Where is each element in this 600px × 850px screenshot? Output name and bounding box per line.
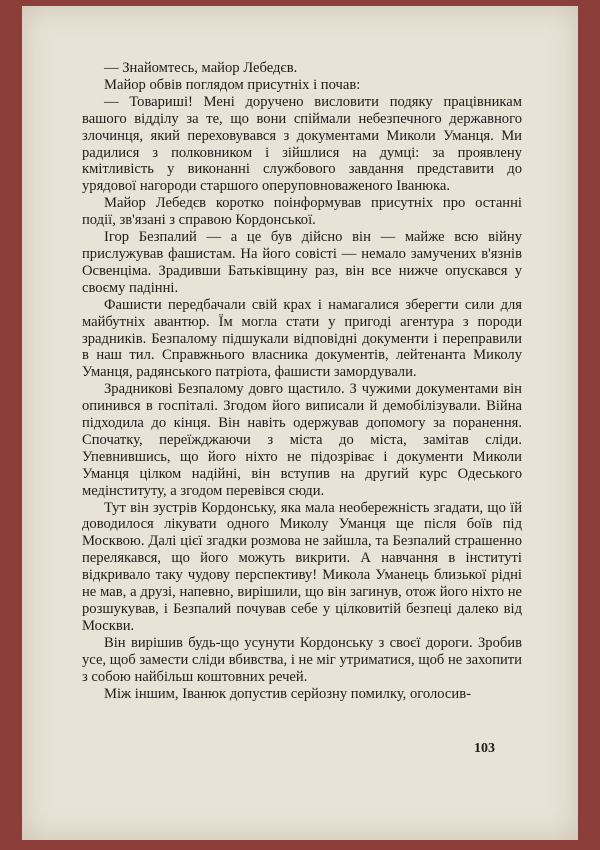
paragraph: Ігор Безпалий — а це був дійсно він — майже всю війну прислужував фашистам. На його совісті — немало замучених в'язнів Освенціма. Зрадивши Батьківщину раз, він все нижче опускався у своєму падінні. <box>82 229 522 296</box>
paragraph: Фашисти передбачали свій крах і намагалися зберегти сили для майбутніх авантюр. Їм могла стати у пригоді агентура з породи зрадників. Безпалому підшукали відповідні документи і переправили в наш тил. Справжнього власника документів, лейтенанта Миколу Уманця, радянського патріота, фашисти замордували. <box>82 296 522 381</box>
paragraph: Він вирішив будь-що усунути Кордонську з своєї дороги. Зробив усе, щоб замести сліди вбивства, і не міг утриматися, щоб не захопити з собою найбільш коштовних речей. <box>82 634 522 685</box>
paragraph: Майор Лебедєв коротко поінформував присутніх про останні події, зв'язані з справою Кордонської. <box>82 195 522 229</box>
paragraph: Майор обвів поглядом присутніх і почав: <box>104 76 361 93</box>
page-number: 103 <box>474 741 495 756</box>
paragraph-last: Між іншим, Іванюк допустив серйозну помилку, оголосив- <box>104 685 471 702</box>
paragraph: — Товариші! Мені доручено висловити подяку працівникам вашого відділу за те, що вони спіймали небезпечного державного злочинця, який переховувався з документами Миколи Уманця. Ми радилися з полковником і зійшлися на думці: за проявлену кмітливість у виконанні службового завдання представити до урядової нагороди старшого оперуповноваженого Іванюка. <box>82 93 522 195</box>
body-text <box>82 60 522 702</box>
paragraph: Тут він зустрів Кордонську, яка мала необережність згадати, що їй доводилося лікувати одного Миколу Уманця ще після боїв під Москвою. Далі цієї згадки розмова не зайшла, та Безпалий страшенно перелякався, що його можуть викрити. А навчання в інституті відкривало таку чудову перспективу! Микола Уманець близької рідні не мав, а друзі, напевно, вирішили, що він загинув, отож його ніхто не розшукував, і Безпалий почував себе у цілковитій безпеці далеко від Москви. <box>82 499 522 634</box>
paragraph-intro: — Знайомтесь, майор Лебедєв. <box>104 60 298 76</box>
paragraph: Зрадникові Безпалому довго щастило. З чужими документами він опинився в госпіталі. Згодом його виписали й демобілізували. Війна підходила до кінця. Він навіть одержував допомогу за поранення. Спочатку, переїжджаючи з міста до міста, замітав сліди. Упевнившись, що його ніхто не підозріває і документи Миколи Уманця цілком надійні, він вступив на другий курс Одеського медінституту, а згодом перевівся сюди. <box>82 381 522 499</box>
book-page <box>22 6 578 840</box>
